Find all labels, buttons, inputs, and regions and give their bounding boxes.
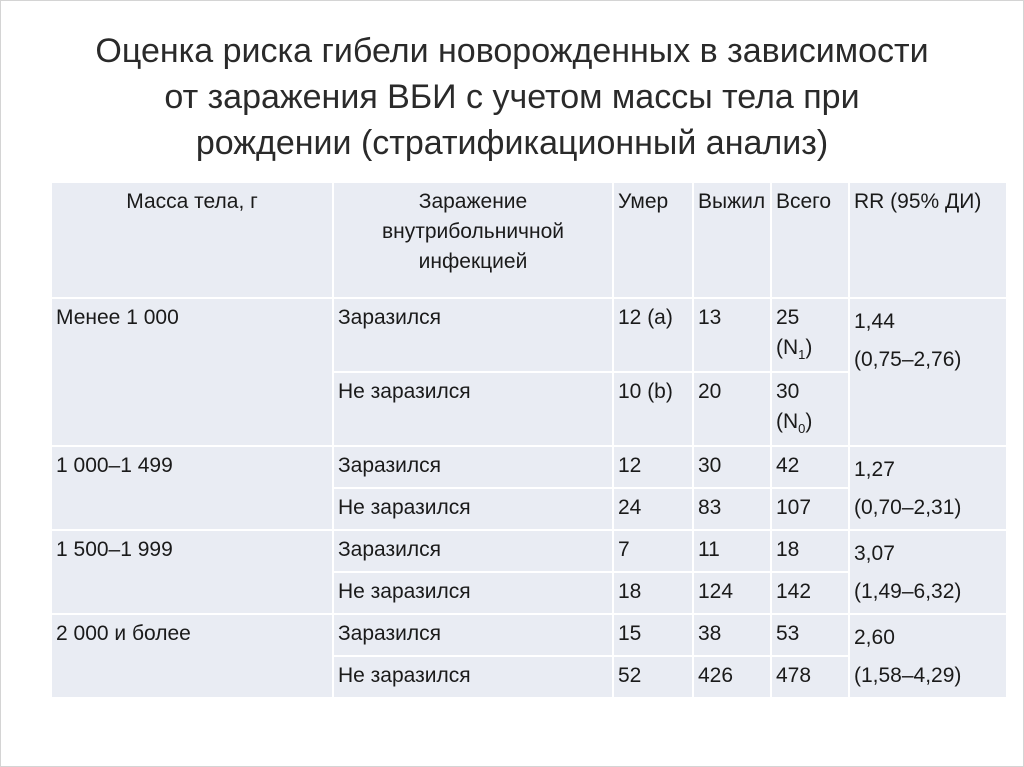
- cell-infection: Не заразился: [333, 372, 613, 446]
- total-note-open: (N: [776, 336, 799, 359]
- table-row: [51, 530, 1007, 572]
- cell-survived: 38: [693, 614, 771, 656]
- cell-died: 24: [613, 488, 693, 530]
- cell-mass: Менее 1 000: [51, 298, 333, 446]
- total-value: 30: [776, 380, 800, 403]
- cell-died: 52: [613, 656, 693, 698]
- cell-died: 12 (a): [613, 298, 693, 372]
- table-row: [51, 298, 1007, 372]
- cell-infection: Не заразился: [333, 488, 613, 530]
- cell-survived: 13: [693, 298, 771, 372]
- rr-ci: (1,49–6,32): [854, 580, 962, 603]
- cell-rr: [849, 446, 1007, 530]
- cell-total: [771, 372, 849, 446]
- total-value: 25: [776, 306, 800, 329]
- cell-total: 18: [771, 530, 849, 572]
- cell-infection: Заразился: [333, 614, 613, 656]
- cell-rr: [849, 614, 1007, 698]
- rr-ci: (1,58–4,29): [854, 664, 962, 687]
- cell-died: 18: [613, 572, 693, 614]
- table-header-row: [51, 182, 1007, 298]
- cell-rr: [849, 298, 1007, 446]
- cell-total: [771, 298, 849, 372]
- rr-value: 3,07: [854, 542, 895, 565]
- total-note-subscript: 1: [798, 347, 806, 363]
- title-line-1: Оценка риска гибели новорожденных в зависимости: [95, 32, 929, 70]
- cell-infection: Заразился: [333, 530, 613, 572]
- header-mass: Масса тела, г: [51, 182, 333, 298]
- table-row: [51, 446, 1007, 488]
- title-line-2: от заражения ВБИ с учетом массы тела при: [164, 78, 860, 116]
- header-died: Умер: [613, 182, 693, 298]
- cell-died: 7: [613, 530, 693, 572]
- cell-mass: 1 500–1 999: [51, 530, 333, 614]
- cell-infection: Заразился: [333, 298, 613, 372]
- cell-mass: 2 000 и более: [51, 614, 333, 698]
- cell-mass: 1 000–1 499: [51, 446, 333, 530]
- rr-value: 2,60: [854, 626, 895, 649]
- cell-infection: Не заразился: [333, 572, 613, 614]
- cell-survived: 20: [693, 372, 771, 446]
- cell-died: 15: [613, 614, 693, 656]
- table-row: [51, 614, 1007, 656]
- rr-value: 1,44: [854, 310, 895, 333]
- header-rr: RR (95% ДИ): [849, 182, 1007, 298]
- cell-infection: Не заразился: [333, 656, 613, 698]
- cell-survived: 426: [693, 656, 771, 698]
- cell-total: 42: [771, 446, 849, 488]
- cell-survived: 83: [693, 488, 771, 530]
- stratification-table: [50, 181, 1008, 699]
- header-survived: Выжил: [693, 182, 771, 298]
- cell-total: 142: [771, 572, 849, 614]
- rr-ci: (0,75–2,76): [854, 348, 962, 371]
- total-note-open: (N: [776, 410, 799, 433]
- total-note-close: ): [805, 410, 813, 433]
- cell-died: 10 (b): [613, 372, 693, 446]
- cell-rr: [849, 530, 1007, 614]
- header-infection: Заражение внутрибольничной инфекцией: [333, 182, 613, 298]
- cell-total: 478: [771, 656, 849, 698]
- cell-died: 12: [613, 446, 693, 488]
- slide-title: [40, 28, 984, 166]
- cell-survived: 124: [693, 572, 771, 614]
- cell-survived: 11: [693, 530, 771, 572]
- rr-ci: (0,70–2,31): [854, 496, 962, 519]
- cell-total: 107: [771, 488, 849, 530]
- cell-total: 53: [771, 614, 849, 656]
- total-note-subscript: 0: [798, 421, 806, 437]
- header-total: Всего: [771, 182, 849, 298]
- cell-infection: Заразился: [333, 446, 613, 488]
- rr-value: 1,27: [854, 458, 895, 481]
- total-note-close: ): [805, 336, 813, 359]
- cell-survived: 30: [693, 446, 771, 488]
- title-line-3: рождении (стратификационный анализ): [195, 124, 829, 162]
